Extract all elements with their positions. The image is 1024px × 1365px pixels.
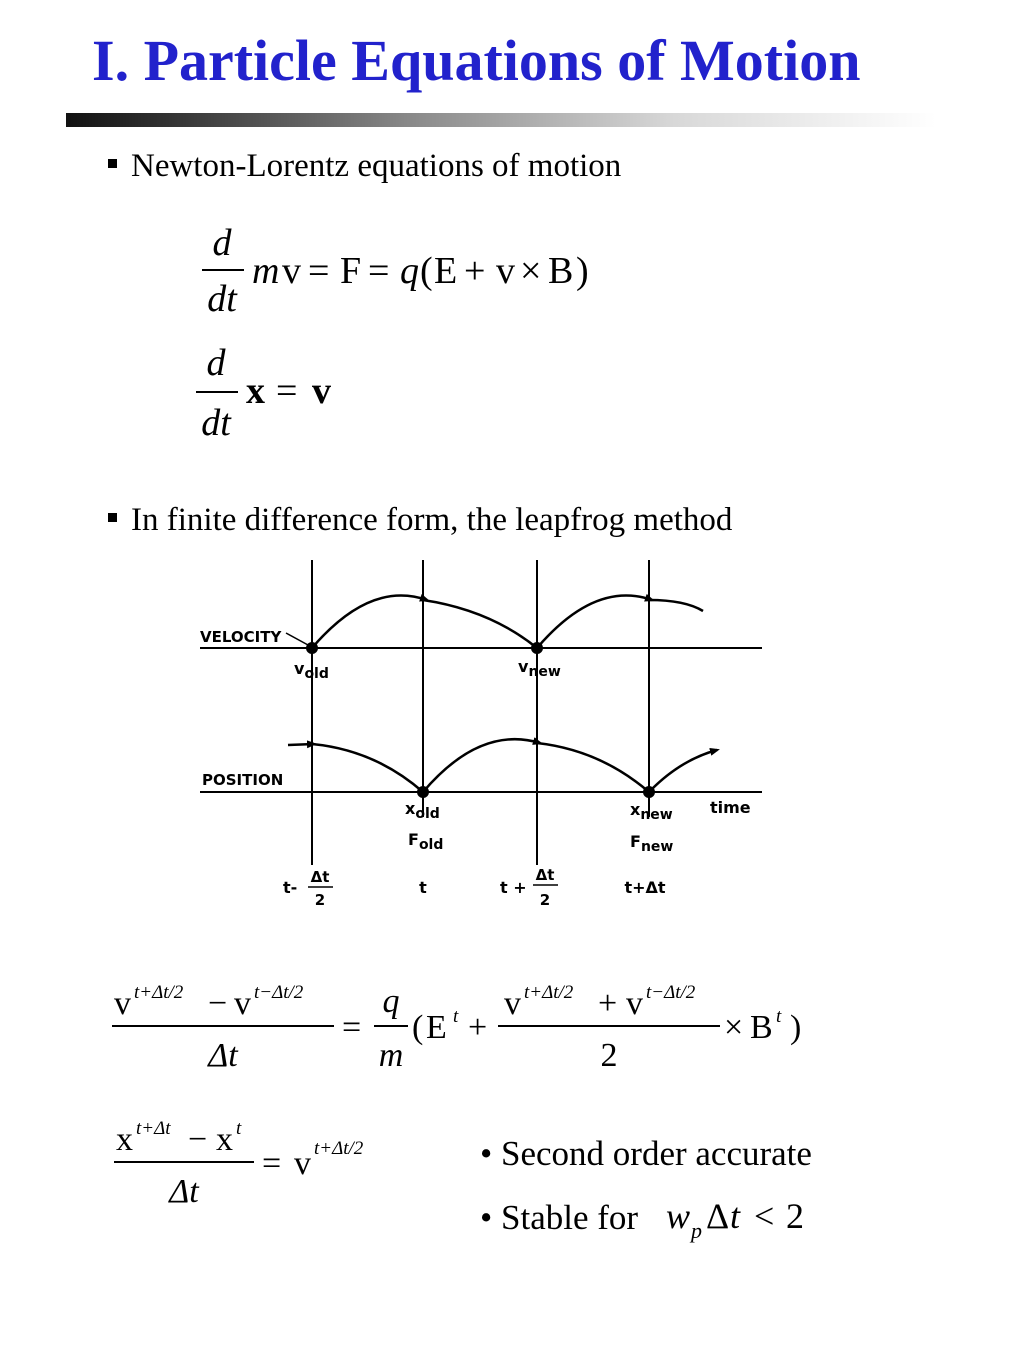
tick-t-plus-dt: t+Δt bbox=[624, 878, 666, 897]
slide-title: I. Particle Equations of Motion bbox=[92, 28, 861, 93]
eq1-dt: dt bbox=[207, 278, 237, 320]
v-old-label: vold bbox=[294, 659, 329, 682]
eqv-sup4: t−Δt/2 bbox=[646, 982, 696, 1003]
stability-condition bbox=[660, 1190, 830, 1250]
velocity-label: VELOCITY bbox=[200, 628, 282, 646]
time-label: time bbox=[710, 798, 751, 817]
tick-minus-prefix: t- bbox=[283, 878, 298, 897]
bullet-newton-lorentz bbox=[108, 146, 621, 186]
eqx-eq: = bbox=[262, 1145, 282, 1182]
position-label: POSITION bbox=[202, 771, 284, 789]
stab-delta: Δ bbox=[706, 1196, 730, 1236]
eq1-eq2: = bbox=[368, 250, 390, 292]
velocity-arc-2-tail bbox=[649, 600, 703, 611]
eq2-x: x bbox=[246, 370, 265, 412]
position-update-equation bbox=[108, 1110, 408, 1220]
eqx-v: v bbox=[294, 1145, 311, 1182]
stab-lt: < bbox=[754, 1196, 775, 1236]
bullet-text: Newton-Lorentz equations of motion bbox=[131, 148, 622, 184]
leapfrog-diagram bbox=[190, 555, 780, 915]
eq1-plus: + bbox=[464, 250, 486, 292]
position-arc-1-tail bbox=[537, 743, 649, 792]
stab-w: w bbox=[666, 1196, 691, 1236]
eq1-q: q bbox=[400, 250, 419, 292]
eqv-times: × bbox=[724, 1009, 744, 1046]
eqv-plus1: + bbox=[468, 1009, 488, 1046]
eqv-v4: v bbox=[626, 985, 643, 1022]
eqv-B: B bbox=[750, 1009, 773, 1046]
stab-two: 2 bbox=[786, 1196, 804, 1236]
eqv-v3: v bbox=[504, 985, 521, 1022]
tick-plus-num: Δt bbox=[535, 866, 555, 884]
eq2-v: v bbox=[312, 370, 331, 412]
eqv-m: m bbox=[378, 1037, 404, 1074]
eqv-minus: − bbox=[208, 985, 228, 1022]
eq1-F: F bbox=[340, 250, 362, 292]
tick-plus-prefix: t + bbox=[500, 878, 527, 897]
bullet-text: In finite difference form, the leapfrog method bbox=[131, 502, 733, 538]
f-old-label: Fold bbox=[408, 830, 444, 853]
eqx-vsup: t+Δt/2 bbox=[314, 1138, 364, 1159]
eqv-sup2: t−Δt/2 bbox=[254, 982, 304, 1003]
eq1-eq1: = bbox=[308, 250, 330, 292]
velocity-update-equation bbox=[108, 970, 828, 1080]
eqv-sup3: t+Δt/2 bbox=[524, 982, 574, 1003]
bullet-stable-for: • Stable for bbox=[480, 1198, 639, 1237]
eq1-times: × bbox=[520, 250, 542, 292]
eqx-x1: x bbox=[116, 1121, 133, 1158]
v-new-label: vnew bbox=[518, 657, 561, 680]
tick-t: t bbox=[419, 878, 427, 897]
f-new-label: Fnew bbox=[630, 832, 674, 855]
eqx-den: Δt bbox=[169, 1173, 199, 1210]
position-arc-0 bbox=[288, 744, 314, 745]
eq2-eq: = bbox=[276, 370, 298, 412]
square-bullet-icon bbox=[108, 513, 117, 522]
eqx-sup1: t+Δt bbox=[136, 1118, 171, 1139]
velocity-arc-1-tail bbox=[423, 600, 537, 648]
eq1-E: E bbox=[434, 250, 458, 292]
eq1-rp: ) bbox=[576, 250, 589, 292]
eq1-v2: v bbox=[496, 250, 515, 292]
stab-p: p bbox=[691, 1218, 702, 1243]
eqv-v1: v bbox=[114, 985, 131, 1022]
bullet-second-order: • Second order accurate bbox=[480, 1134, 812, 1173]
eqv-rp: ) bbox=[790, 1009, 802, 1046]
eqx-sup2: t bbox=[236, 1118, 242, 1139]
square-bullet-icon bbox=[108, 159, 117, 168]
x-old-label: xold bbox=[405, 799, 440, 822]
eqv-plus2: + bbox=[598, 985, 618, 1022]
eqx-x2: x bbox=[216, 1121, 233, 1158]
bullet-leapfrog bbox=[108, 500, 732, 540]
eqx-minus: − bbox=[188, 1121, 208, 1158]
eqv-den: Δt bbox=[208, 1037, 238, 1074]
x-new-dot bbox=[643, 786, 655, 798]
eqv-Bsup: t bbox=[776, 1006, 782, 1027]
x-old-dot bbox=[417, 786, 429, 798]
tick-plus-den: 2 bbox=[539, 891, 551, 909]
position-arc-1 bbox=[423, 739, 540, 792]
eqv-E: E bbox=[426, 1009, 447, 1046]
x-new-label: xnew bbox=[630, 800, 673, 823]
tick-minus-den: 2 bbox=[314, 891, 326, 909]
eqv-q: q bbox=[382, 983, 400, 1020]
position-arc-2 bbox=[649, 750, 717, 792]
eq2-dt: dt bbox=[201, 402, 231, 444]
eq1-d: d bbox=[212, 222, 232, 264]
tick-minus-num: Δt bbox=[310, 868, 330, 886]
newton-lorentz-equation bbox=[190, 215, 630, 325]
eqv-sup1: t+Δt/2 bbox=[134, 982, 184, 1003]
eq1-lp: ( bbox=[420, 250, 433, 292]
eq2-d: d bbox=[206, 342, 226, 384]
stab-t: t bbox=[730, 1196, 741, 1236]
eqv-lp: ( bbox=[412, 1009, 424, 1046]
v-old-dot bbox=[306, 642, 318, 654]
eqv-Esup: t bbox=[453, 1006, 459, 1027]
velocity-arc-2 bbox=[537, 595, 652, 648]
eqv-two: 2 bbox=[600, 1037, 618, 1074]
eq1-v: v bbox=[282, 250, 301, 292]
v-new-dot bbox=[531, 642, 543, 654]
velocity-label-pointer bbox=[286, 633, 308, 645]
title-divider bbox=[66, 113, 936, 127]
velocity-arc-1 bbox=[312, 595, 427, 648]
eq1-B: B bbox=[548, 250, 574, 292]
eq1-m: m bbox=[252, 250, 280, 292]
eqv-eq: = bbox=[342, 1009, 362, 1046]
eqv-v2: v bbox=[234, 985, 251, 1022]
position-arc-0-tail bbox=[312, 744, 423, 792]
position-velocity-equation bbox=[190, 335, 390, 445]
